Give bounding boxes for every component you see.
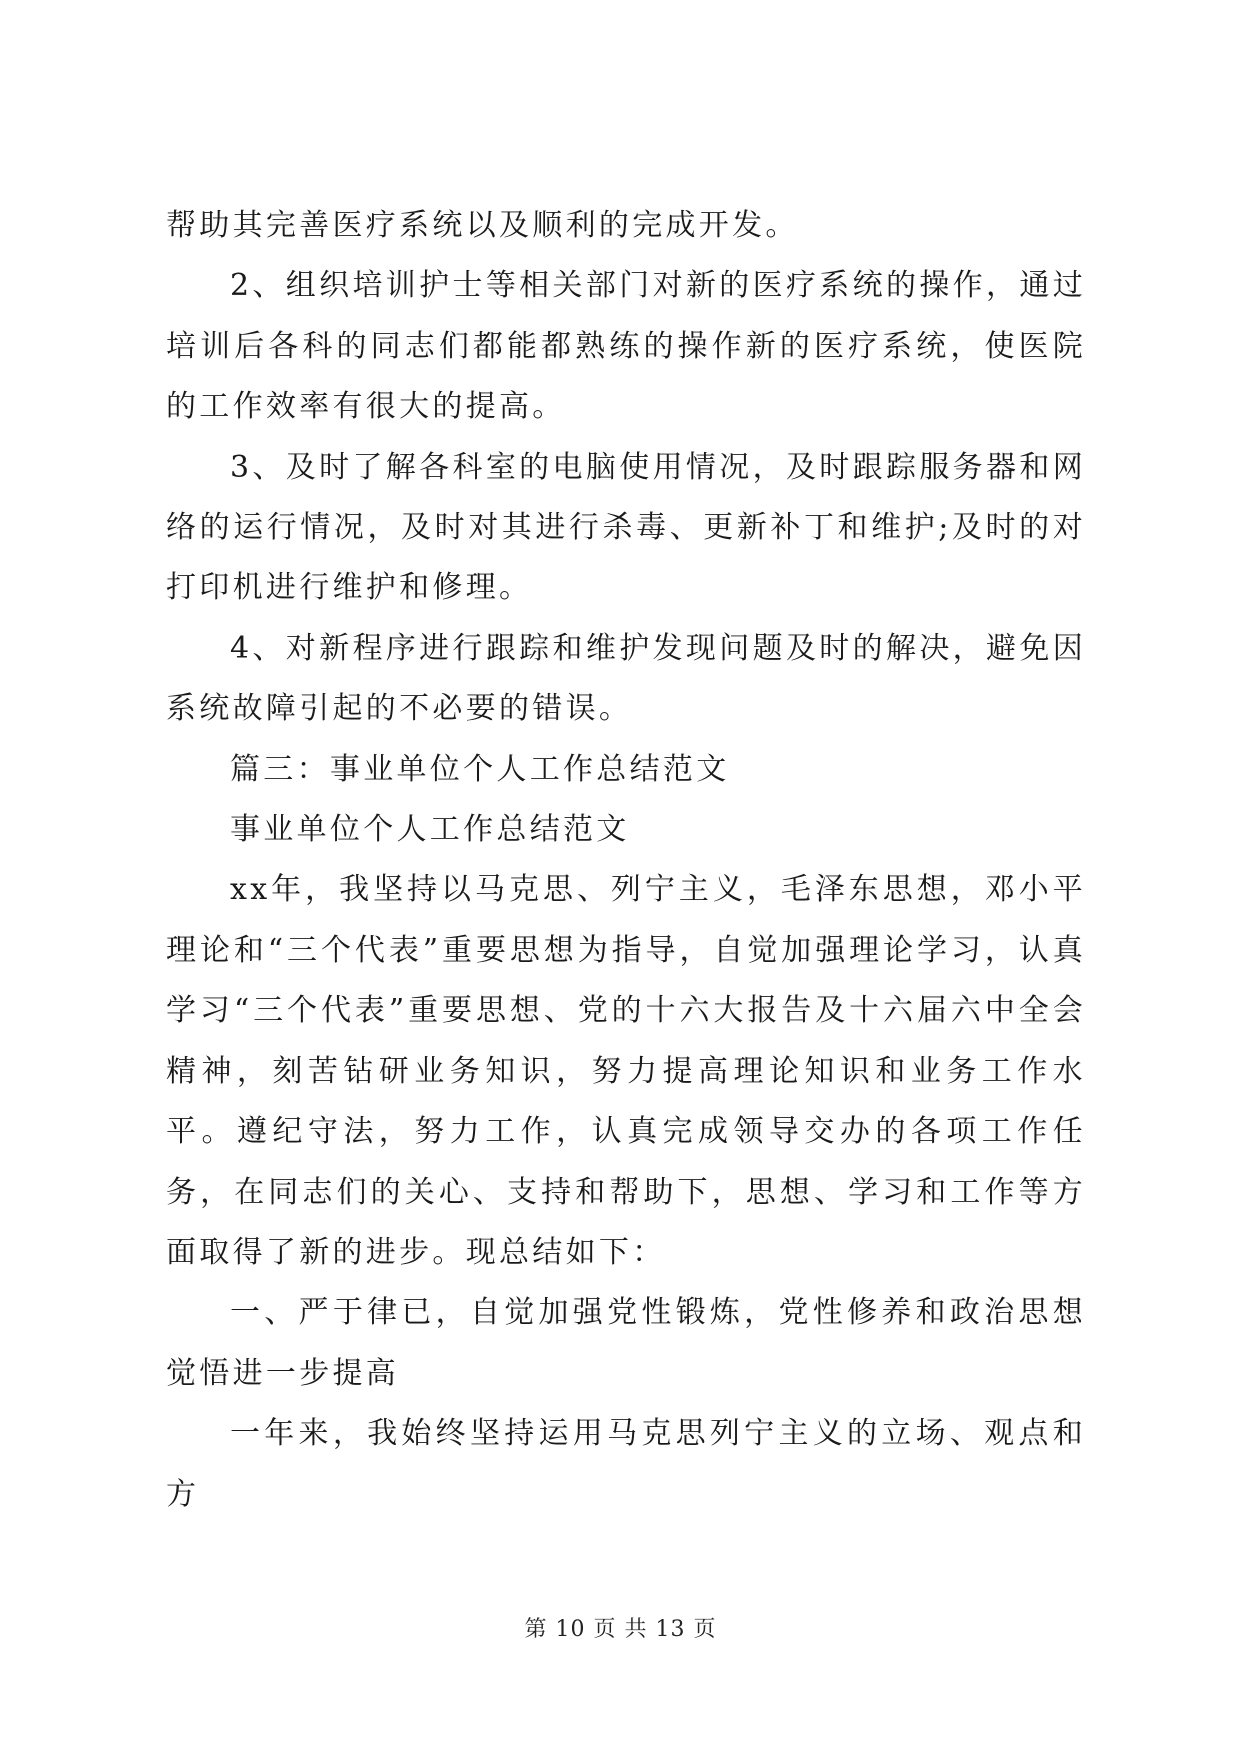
document-body — [166, 196, 1086, 1525]
page-number: 第 10 页 共 13 页 — [524, 1617, 717, 1642]
paragraph: 一年来，我始终坚持运用马克思列宁主义的立场、观点和方 — [166, 1416, 1086, 1512]
subsection-heading: 一、严于律已，自觉加强党性锻炼，党性修养和政治思想觉悟进一步提高 — [166, 1295, 1086, 1391]
document-title: 事业单位个人工作总结范文 — [230, 812, 630, 848]
page-footer — [0, 1612, 1241, 1643]
paragraph: 帮助其完善医疗系统以及顺利的完成开发。 — [166, 208, 799, 243]
paragraph: 4、对新程序进行跟踪和维护发现问题及时的解决，避免因系统故障引起的不必要的错误。 — [166, 630, 1086, 727]
paragraph: 3、及时了解各科室的电脑使用情况，及时跟踪服务器和网络的运行情况，及时对其进行杀毒、更新补丁和维护;及时的对打印机进行维护和修理。 — [166, 449, 1086, 606]
paragraph: 2、组织培训护士等相关部门对新的医疗系统的操作，通过培训后各科的同志们都能都熟练的操作新的医疗系统，使医院的工作效率有很大的提高。 — [166, 268, 1086, 425]
section-heading: 篇三：事业单位个人工作总结范文 — [230, 751, 730, 787]
paragraph: xx年，我坚持以马克思、列宁主义，毛泽东思想，邓小平理论和“三个代表”重要思想为指导，自觉加强理论学习，认真学习“三个代表”重要思想、党的十六大报告及十六届六中全会精神，刻苦钻研业务知识，努力提高理论知识和业务工作水平。遵纪守法，努力工作，认真完成领导交办的各项工作任务，在同志们的关心、支持和帮助下，思想、学习和工作等方面取得了新的进步。现总结如下： — [166, 872, 1086, 1270]
